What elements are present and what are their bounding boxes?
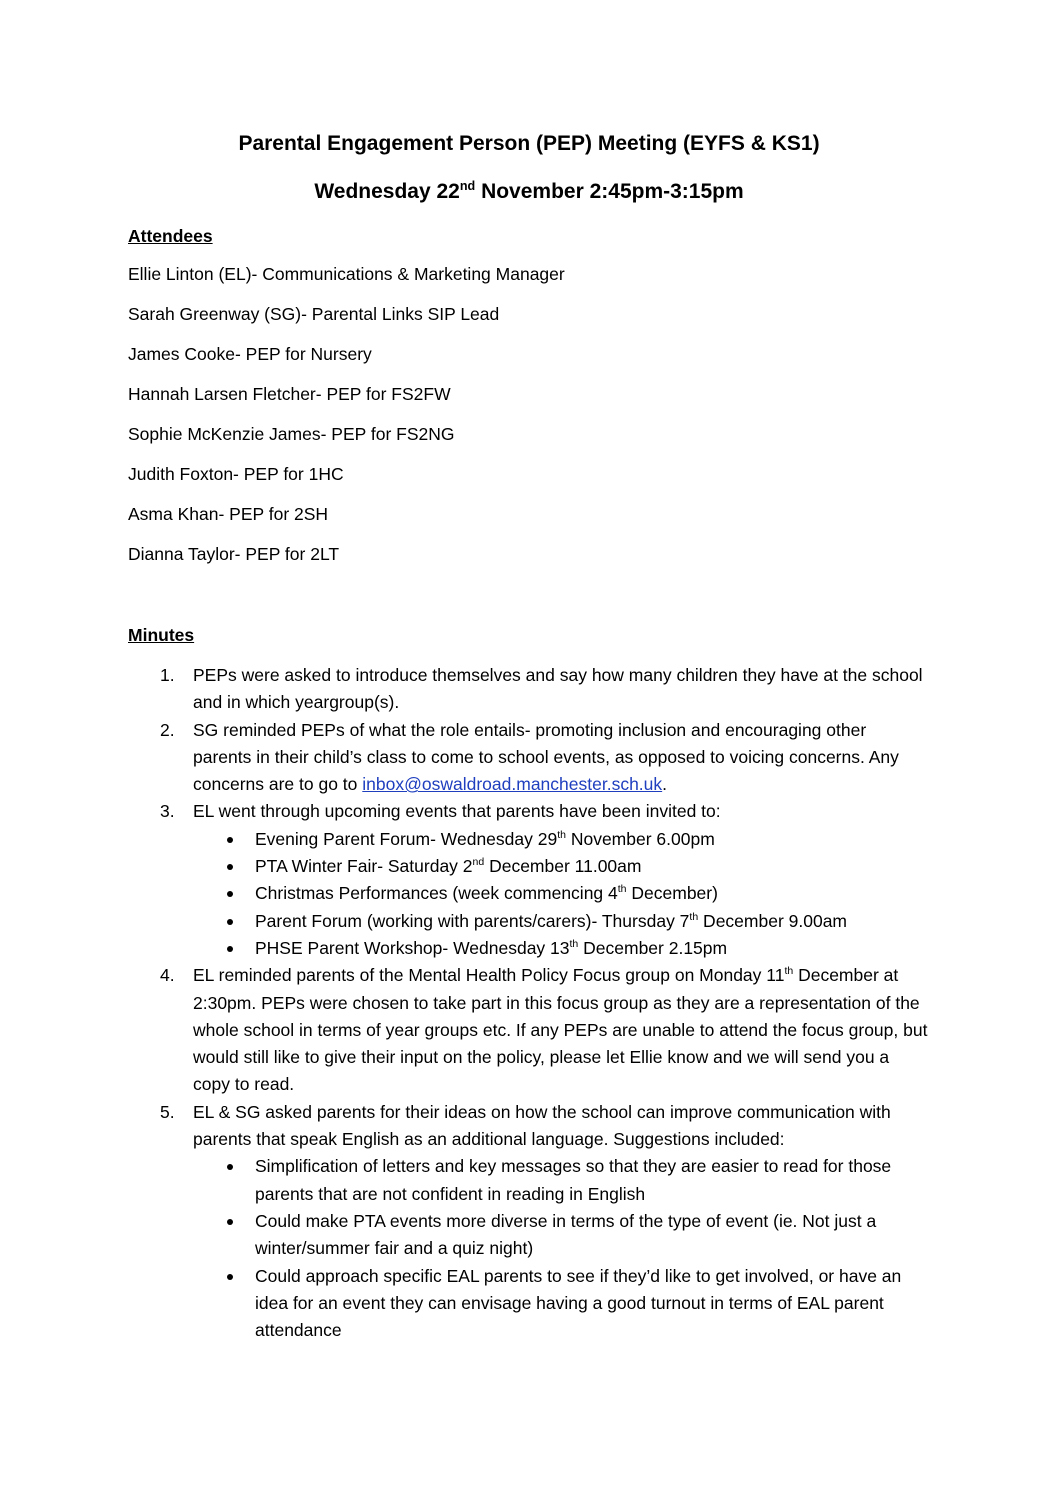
item-number: 5. bbox=[160, 1101, 175, 1122]
date-ordinal: nd bbox=[459, 179, 476, 193]
attendees-heading: Attendees bbox=[128, 226, 213, 246]
event-text-end: December 2.15pm bbox=[578, 937, 728, 958]
event-text-end: December) bbox=[626, 883, 718, 904]
attendee: Ellie Linton (EL)- Communications & Marketing Manager bbox=[128, 264, 565, 284]
item-text: PEPs were asked to introduce themselves and say how many children they have at the school and in which yeargroup(s). bbox=[193, 665, 923, 713]
email-link[interactable]: inbox@oswaldroad.manchester.sch.uk bbox=[362, 774, 663, 795]
ordinal: th bbox=[689, 910, 699, 923]
suggestion-text: Could make PTA events more diverse in terms of the type of event (ie. Not just a winter/summer fair and a quiz night) bbox=[255, 1210, 877, 1259]
event-item bbox=[193, 826, 928, 853]
event-item bbox=[193, 908, 928, 935]
minutes-heading: Minutes bbox=[128, 625, 195, 645]
bullet-icon bbox=[227, 1219, 233, 1225]
minute-item bbox=[128, 662, 928, 717]
ordinal: nd bbox=[472, 856, 485, 869]
event-item bbox=[193, 880, 928, 907]
suggestion-item bbox=[193, 1263, 928, 1345]
ordinal: th bbox=[557, 828, 566, 841]
suggestions-list bbox=[193, 1153, 928, 1344]
item-number: 1. bbox=[160, 665, 175, 685]
minutes-list bbox=[128, 662, 928, 1344]
item-text-end: December at 2:30pm. PEPs were chosen to take part in this focus group as they are a representation of the whole school in terms of year groups etc. If any PEPs are unable to attend the focus group, but would still like to give their input on the policy, please let Ellie know and we will send you a copy to read. bbox=[193, 965, 928, 1095]
suggestion-item bbox=[193, 1208, 928, 1263]
bullet-icon bbox=[227, 891, 233, 897]
events-list bbox=[193, 826, 928, 962]
item-text: EL & SG asked parents for their ideas on how the school can improve communication with parents that speak English as an additional language. Suggestions included: bbox=[193, 1101, 891, 1150]
event-text: Evening Parent Forum- Wednesday 29 bbox=[255, 828, 558, 849]
event-text-end: December 9.00am bbox=[698, 910, 848, 931]
item-number: 2. bbox=[160, 719, 175, 740]
event-text: Christmas Performances (week commencing 4 bbox=[255, 883, 618, 904]
attendee: Sarah Greenway (SG)- Parental Links SIP Lead bbox=[128, 304, 500, 324]
event-item bbox=[193, 853, 928, 880]
minute-item bbox=[128, 962, 928, 1098]
event-text-end: December 11.00am bbox=[484, 856, 642, 877]
meeting-date bbox=[0, 180, 1058, 204]
suggestion-item bbox=[193, 1153, 928, 1208]
minute-item bbox=[128, 798, 928, 962]
ordinal: th bbox=[617, 883, 627, 896]
item-text: EL reminded parents of the Mental Health Policy Focus group on Monday 11 bbox=[193, 965, 785, 986]
suggestion-text: Simplification of letters and key messages so that they are easier to read for those parents that are not confident in reading in English bbox=[255, 1156, 892, 1204]
item-number: 3. bbox=[160, 801, 175, 822]
attendee: Sophie McKenzie James- PEP for FS2NG bbox=[128, 424, 455, 444]
item-number: 4. bbox=[160, 965, 175, 986]
event-item bbox=[193, 935, 928, 962]
attendee: Dianna Taylor- PEP for 2LT bbox=[128, 544, 340, 564]
bullet-icon bbox=[227, 919, 233, 925]
ordinal: th bbox=[569, 938, 579, 951]
ordinal: th bbox=[784, 965, 794, 978]
suggestion-text: Could approach specific EAL parents to see if they’d like to get involved, or have an idea for an event they can envisage having a good turnout in terms of EAL parent attendance bbox=[255, 1265, 902, 1341]
attendee: Hannah Larsen Fletcher- PEP for FS2FW bbox=[128, 384, 451, 404]
attendee: James Cooke- PEP for Nursery bbox=[128, 344, 372, 364]
bullet-icon bbox=[227, 837, 233, 843]
minute-item bbox=[128, 717, 928, 799]
bullet-icon bbox=[227, 1164, 233, 1170]
bullet-icon bbox=[227, 946, 233, 952]
date-time: November 2:45pm-3:15pm bbox=[475, 180, 744, 203]
event-text: PHSE Parent Workshop- Wednesday 13 bbox=[255, 937, 570, 958]
date-text: Wednesday 22 bbox=[314, 180, 460, 203]
event-text-end: November 6.00pm bbox=[565, 828, 715, 849]
attendee: Asma Khan- PEP for 2SH bbox=[128, 504, 329, 524]
item-text-end: . bbox=[662, 774, 668, 795]
event-text: PTA Winter Fair- Saturday 2 bbox=[255, 856, 473, 877]
item-text: EL went through upcoming events that parents have been invited to: bbox=[193, 801, 721, 822]
item-text: SG reminded PEPs of what the role entails- promoting inclusion and encouraging other parents in their child’s class to come to school events, as opposed to voicing concerns. Any concerns are to go to bbox=[193, 719, 899, 795]
minute-item bbox=[128, 1099, 928, 1345]
attendee: Judith Foxton- PEP for 1HC bbox=[128, 464, 344, 484]
document-title: Parental Engagement Person (PEP) Meeting (EYFS & KS1) bbox=[238, 132, 820, 155]
bullet-icon bbox=[227, 864, 233, 870]
bullet-icon bbox=[227, 1274, 233, 1280]
event-text: Parent Forum (working with parents/carers)- Thursday 7 bbox=[255, 910, 690, 931]
